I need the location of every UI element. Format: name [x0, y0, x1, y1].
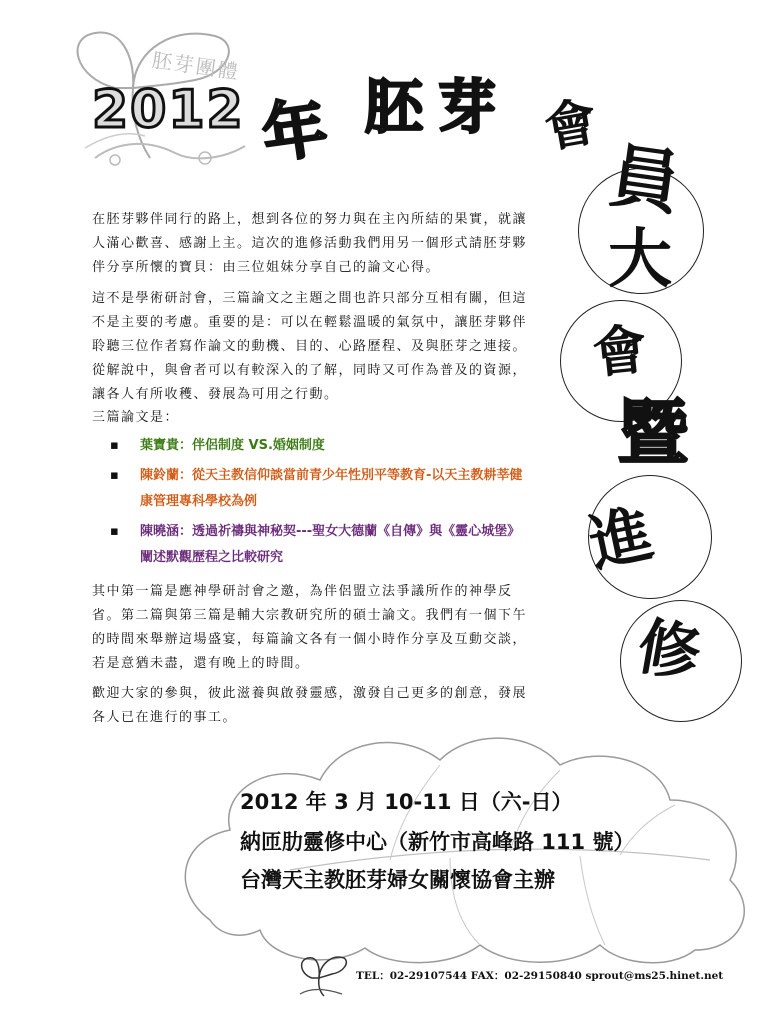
purpose-paragraph: 這不是學術研討會，三篇論文之主題之間也許只部分互相有關，但這不是主要的考慮。重要的是：可以在輕鬆溫暖的氣氛中，讓胚芽夥伴聆聽三位作者寫作論文的動機、目的、心路歷程、及與胚芽之連接。從解說中，與會者可以有較深入的了解，同時又可作為普及的資源，讓各人有所收穫、發展為可用之行動。: [92, 291, 528, 402]
event-organizer: 台灣天主教胚芽婦女關懷協會主辦: [240, 868, 555, 892]
paper-title: 陳曉涵：透過祈禱與神秘契---聖女大德蘭《自傳》與《靈心城堡》闡述默觀歷程之比較研究: [140, 524, 521, 565]
title-char-hui: 會: [540, 91, 602, 161]
event-date: 2012 年 3 月 10-11 日（六-日）: [240, 790, 573, 814]
contact-info: TEL：02-29107544 FAX：02-29150840 sprout@ms25.hinet.net: [356, 970, 724, 982]
event-venue: 納匝肋靈修中心（新竹市高峰路 111 號）: [240, 830, 635, 854]
papers-list: [110, 433, 530, 575]
paper-title: 葉寶貴：伴侶制度 VS.婚姻制度: [140, 438, 325, 453]
footer-sprout-icon: [292, 948, 350, 998]
paper-item: [110, 433, 530, 459]
paper-item: [110, 519, 530, 571]
papers-intro: 三篇論文是：: [92, 410, 180, 425]
title-char-xiu: 修: [632, 609, 706, 692]
paper-title: 陳鈴蘭：從天主教信仰談當前青少年性別平等教育-以天主教耕莘健康管理專科學校為例: [140, 468, 523, 509]
title-char-pei: 胚: [365, 73, 424, 141]
title-char-ji: 暨: [618, 392, 688, 474]
bullet-icon: ▪: [110, 524, 119, 539]
year-heading: 2012: [92, 80, 245, 140]
title-char-ya: 芽: [438, 73, 497, 141]
sprout-group-label: 胚芽團體: [150, 47, 242, 84]
year-suffix-char: 年: [257, 90, 332, 174]
title-char-yuan: 員: [604, 134, 686, 226]
details-paragraph: 其中第一篇是應神學研討會之邀，為伴侶盟立法爭議所作的神學反省。第二篇與第三篇是輔大宗教研究所的碩士論文。我們有一個下午的時間來舉辦這場盛宴，每篇論文各有一個小時作分享及互動交談，若是意猶未盡，還有晚上的時間。: [92, 584, 528, 671]
title-char-jin: 進: [582, 496, 659, 581]
intro-paragraph: 在胚芽夥伴同行的路上，想到各位的努力與在主內所結的果實，就讓人滿心歡喜、感謝上主。這次的進修活動我們用另一個形式請胚芽夥伴分享所懷的寶貝：由三位姐妹分享自己的論文心得。: [92, 212, 528, 275]
welcome-paragraph: 歡迎大家的參與，彼此滋養與啟發靈感，激發自己更多的創意，發展各人已在進行的事工。: [92, 686, 528, 725]
paper-item: [110, 463, 530, 515]
title-char-da: 大: [608, 223, 672, 297]
title-char-hui-2: 會: [589, 317, 651, 386]
bullet-icon: ▪: [110, 468, 119, 483]
bullet-icon: ▪: [110, 438, 119, 453]
